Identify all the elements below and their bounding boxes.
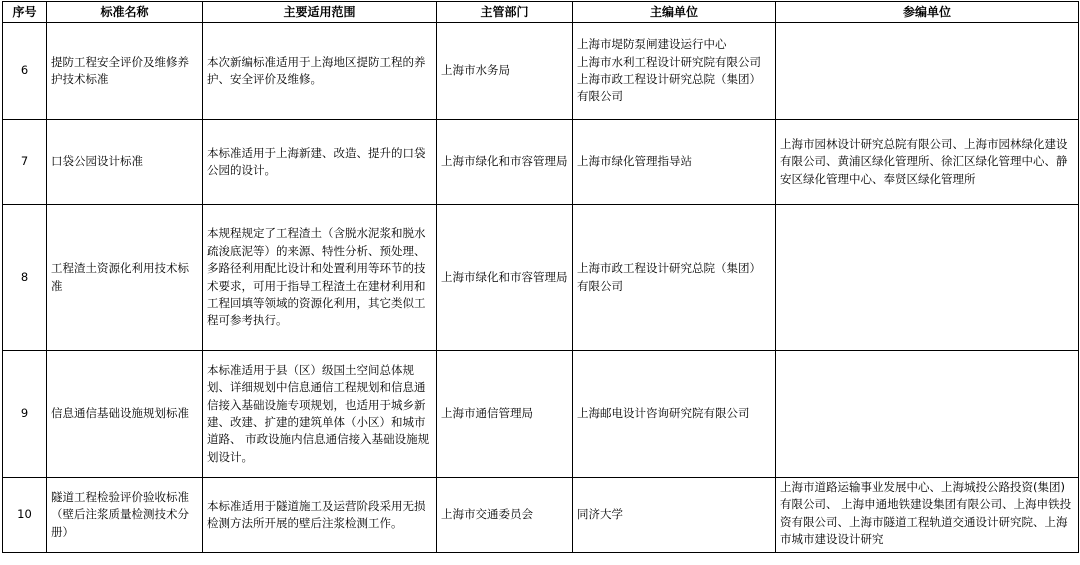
table-row bbox=[3, 205, 1079, 351]
row-number: 6 bbox=[3, 23, 47, 120]
standard-name: 口袋公园设计标准 bbox=[47, 120, 203, 205]
department: 上海市绿化和市容管理局 bbox=[437, 120, 573, 205]
chief-editor-line: 上海市政工程设计研究总院（集团）有限公司 bbox=[577, 261, 761, 293]
chief-editor bbox=[573, 351, 776, 478]
chief-editor-line: 上海市绿化管理指导站 bbox=[577, 154, 692, 169]
row-number: 8 bbox=[3, 205, 47, 351]
table-row bbox=[3, 351, 1079, 478]
standard-name: 提防工程安全评价及维修养护技术标准 bbox=[47, 23, 203, 120]
standards-table bbox=[2, 1, 1079, 553]
scope-text: 本标准适用于隧道施工及运营阶段采用无损检测方法所开展的壁后注浆检测工作。 bbox=[203, 478, 437, 553]
header-participants: 参编单位 bbox=[776, 2, 1079, 23]
table-row bbox=[3, 478, 1079, 553]
participants bbox=[776, 205, 1079, 351]
scope-text: 本次新编标准适用于上海地区提防工程的养护、安全评价及维修。 bbox=[203, 23, 437, 120]
chief-editor bbox=[573, 23, 776, 120]
department: 上海市水务局 bbox=[437, 23, 573, 120]
department: 上海市通信管理局 bbox=[437, 351, 573, 478]
scope-text: 本标准适用于县（区）级国土空间总体规划、详细规划中信息通信工程规划和信息通 信接入基础设施专项规划，也适用于城乡新建、改建、扩建的建筑单体（小区）和城市道路、 市政设施内信息通信接入基础设施规划设计。 bbox=[203, 351, 437, 478]
department: 上海市绿化和市容管理局 bbox=[437, 205, 573, 351]
chief-editor bbox=[573, 478, 776, 553]
chief-editor-line: 上海市水利工程设计研究院有限公司 bbox=[577, 54, 761, 69]
table-row bbox=[3, 23, 1079, 120]
participants bbox=[776, 23, 1079, 120]
chief-editor-line: 上海市堤防泵闸建设运行中心 bbox=[577, 37, 727, 52]
chief-editor bbox=[573, 120, 776, 205]
row-number: 10 bbox=[3, 478, 47, 553]
row-number: 7 bbox=[3, 120, 47, 205]
chief-editor-line: 同济大学 bbox=[577, 507, 623, 522]
chief-editor-line: 上海邮电设计咨询研究院有限公司 bbox=[577, 406, 750, 421]
scope-text: 本规程规定了工程渣土（含脱水泥浆和脱水疏浚底泥等）的来源、特性分析、预处理、多路径利用配比设计和处置利用等环节的技术要求，可用于指导工程渣土在建材利用和工程回填等领域的资源化利用，其它类似工程可参考执行。 bbox=[203, 205, 437, 351]
table-row bbox=[3, 120, 1079, 205]
participants: 上海市道路运输事业发展中心、上海城投公路投资(集团)有限公司、 上海申通地铁建设集团有限公司、上海申铁投资有限公司、上海市隧道工程轨道交通设计研究院、上海市城市建设设计研究 bbox=[776, 478, 1079, 553]
header-scope: 主要适用范围 bbox=[203, 2, 437, 23]
scope-text: 本标准适用于上海新建、改造、提升的口袋公园的设计。 bbox=[203, 120, 437, 205]
chief-editor-line: 上海市政工程设计研究总院（集团）有限公司 bbox=[577, 72, 761, 104]
participants: 上海市园林设计研究总院有限公司、上海市园林绿化建设有限公司、黄浦区绿化管理所、徐汇区绿化管理中心、静安区绿化管理中心、奉贤区绿化管理所 bbox=[776, 120, 1079, 205]
header-chief-editor: 主编单位 bbox=[573, 2, 776, 23]
standard-name: 信息通信基础设施规划标准 bbox=[47, 351, 203, 478]
standard-name: 工程渣土资源化利用技术标准 bbox=[47, 205, 203, 351]
chief-editor bbox=[573, 205, 776, 351]
row-number: 9 bbox=[3, 351, 47, 478]
header-standard-name: 标准名称 bbox=[47, 2, 203, 23]
standard-name: 隧道工程检验评价验收标准（壁后注浆质量检测技术分册） bbox=[47, 478, 203, 553]
department: 上海市交通委员会 bbox=[437, 478, 573, 553]
table-header-row bbox=[3, 2, 1079, 23]
header-no: 序号 bbox=[3, 2, 47, 23]
header-department: 主管部门 bbox=[437, 2, 573, 23]
participants bbox=[776, 351, 1079, 478]
